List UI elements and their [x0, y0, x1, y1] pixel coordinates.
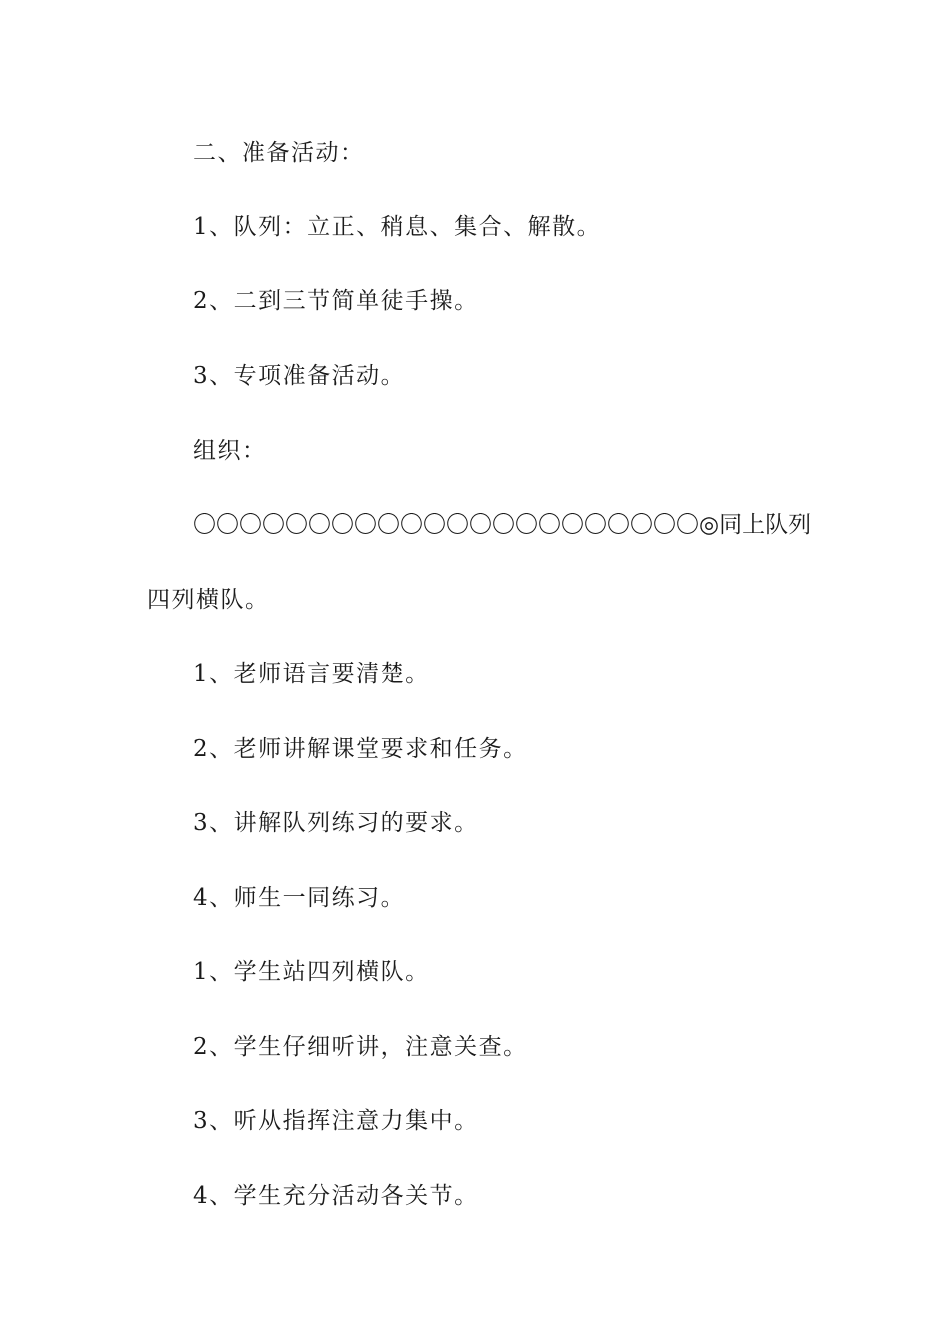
- paragraph-line: 2、二到三节简单徒手操。: [193, 288, 479, 314]
- section-heading: 二、准备活动：: [193, 140, 365, 166]
- paragraph-line: 4、学生充分活动各关节。: [193, 1183, 479, 1209]
- paragraph-line: 1、老师语言要清楚。: [193, 661, 430, 687]
- paragraph-line: 1、学生站四列横队。: [193, 959, 430, 985]
- paragraph-line: 3、专项准备活动。: [193, 363, 406, 389]
- paragraph-line: 组织：: [193, 438, 267, 464]
- formation-diagram-line: 〇〇〇〇〇〇〇〇〇〇〇〇〇〇〇〇〇〇〇〇〇〇◎同上队列: [193, 512, 812, 538]
- paragraph-line: 4、师生一同练习。: [193, 885, 406, 911]
- paragraph-line: 四列横队。: [147, 587, 270, 613]
- paragraph-line: 2、老师讲解课堂要求和任务。: [193, 736, 528, 762]
- paragraph-line: 1、队列：立正、稍息、集合、解散。: [193, 214, 602, 240]
- paragraph-line: 3、讲解队列练习的要求。: [193, 810, 479, 836]
- paragraph-line: 2、学生仔细听讲，注意关查。: [193, 1034, 528, 1060]
- paragraph-line: 3、听从指挥注意力集中。: [193, 1108, 479, 1134]
